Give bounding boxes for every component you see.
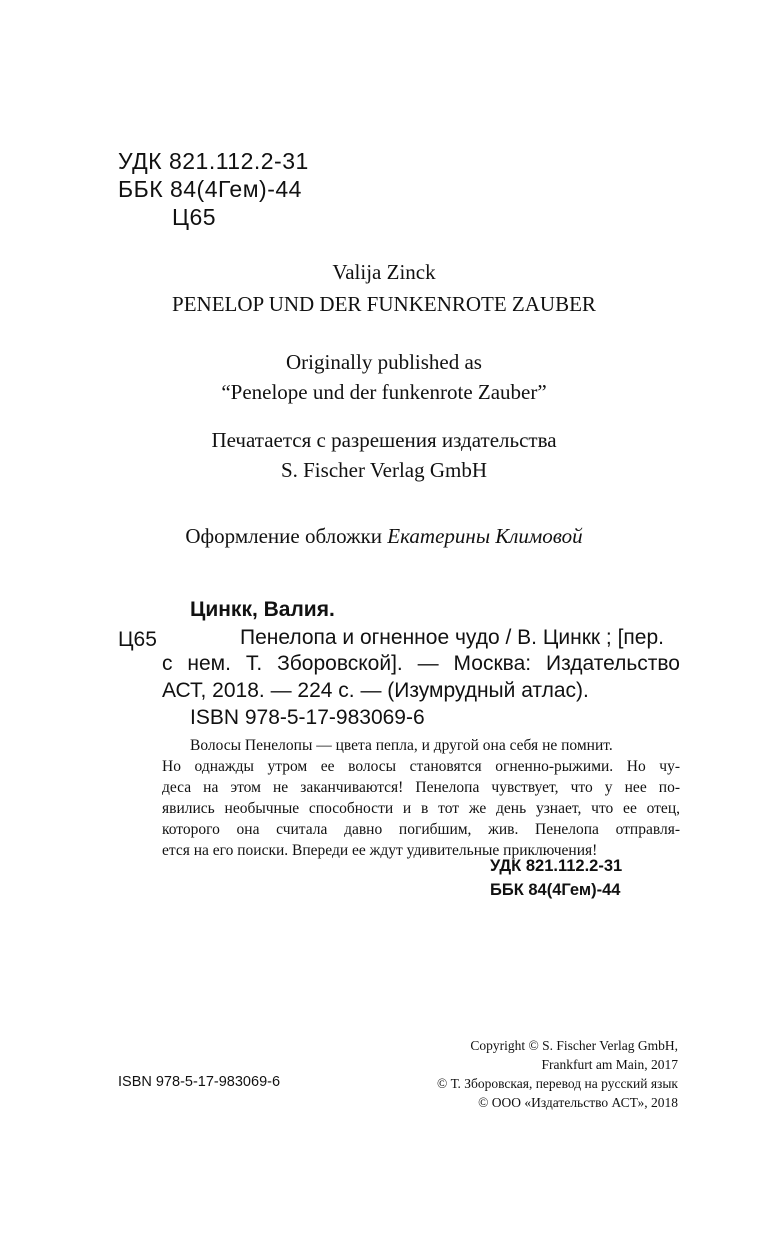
annotation-line-5: которого она считала давно погибшим, жив. Пенелопа отправля- (162, 821, 680, 838)
card-line-1: Пенелопа и огненное чудо / В. Цинкк ; [пер. (240, 626, 664, 649)
published-as-line-2: “Penelope und der funkenrote Zauber” (221, 380, 547, 404)
annotation-line-6: ется на его поиски. Впереди ее ждут удивительные приключения! (162, 842, 598, 859)
udk-code: УДК 821.112.2-31 (118, 148, 309, 174)
annotation-line-1: Волосы Пенелопы — цвета пепла, и другой она себя не помнит. (190, 737, 613, 754)
copyright-line-2: Frankfurt am Main, 2017 (541, 1057, 678, 1072)
card-line-3: АСТ, 2018. — 224 с. — (Изумрудный атлас). (162, 679, 589, 702)
cover-design (0, 524, 768, 549)
copyright-line-1: Copyright © S. Fischer Verlag GmbH, (470, 1038, 678, 1053)
annotation-line-4: явились необычные способности и в тот же день узнает, что ее отец, (162, 800, 680, 817)
copyright-line-4: © ООО «Издательство АСТ», 2018 (478, 1095, 678, 1110)
card-bbk: ББК 84(4Гем)-44 (490, 881, 621, 899)
card-line-2: с нем. Т. Зборовской]. — Москва: Издательство (162, 652, 680, 675)
permission-line-2: S. Fischer Verlag GmbH (280, 458, 488, 482)
copyright-line-3: © Т. Зборовская, перевод на русский язык (436, 1076, 678, 1091)
original-title: PENELOP UND DER FUNKENROTE ZAUBER (172, 292, 596, 316)
annotation-line-2: Но однажды утром ее волосы становятся огненно-рыжими. Но чу- (162, 758, 680, 775)
bottom-isbn: ISBN 978-5-17-983069-6 (118, 1074, 281, 1090)
author-mark: Ц65 (172, 204, 217, 230)
card-udk: УДК 821.112.2-31 (490, 857, 623, 875)
bbk-code: ББК 84(4Гем)-44 (118, 176, 302, 202)
cover-design-prefix: Оформление обложки (185, 524, 383, 548)
original-author: Valija Zinck (332, 260, 436, 284)
permission-line-1: Печатается с разрешения издательства (211, 428, 557, 452)
card-isbn: ISBN 978-5-17-983069-6 (190, 706, 425, 729)
card-mark: Ц65 (118, 628, 157, 651)
card-author-heading: Цинкк, Валия. (190, 598, 335, 621)
cover-design-artist: Екатерины Климовой (387, 524, 583, 548)
published-as-line-1: Originally published as (286, 350, 482, 374)
annotation-line-3: деса на этом не заканчиваются! Пенелопа чувствует, что у нее по- (162, 779, 680, 796)
